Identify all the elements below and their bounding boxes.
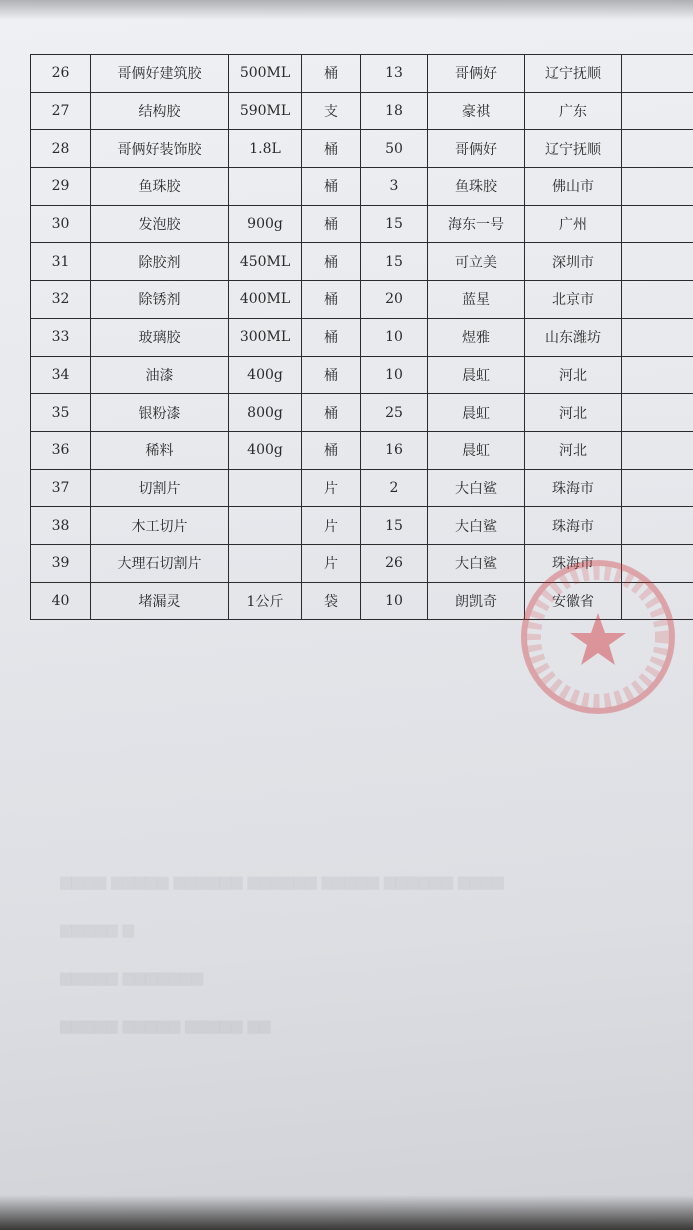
- item-origin: 北京市: [525, 281, 622, 319]
- item-brand: 晨虹: [428, 394, 525, 432]
- item-unit: 桶: [302, 55, 361, 93]
- item-name: 结构胶: [91, 92, 229, 130]
- item-brand: 哥俩好: [428, 55, 525, 93]
- item-brand: 大白鲨: [428, 544, 525, 582]
- table-row: [31, 431, 693, 469]
- item-origin: 山东潍坊: [525, 318, 622, 356]
- item-unit: 片: [302, 507, 361, 545]
- item-origin: 珠海市: [525, 544, 622, 582]
- row-number: 34: [31, 356, 91, 394]
- item-quantity: 3: [361, 168, 428, 206]
- extra-column-cell: [622, 318, 693, 356]
- table-row: [31, 243, 693, 281]
- item-name: 鱼珠胶: [91, 168, 229, 206]
- extra-column-cell: [622, 55, 693, 93]
- item-spec: 450ML: [229, 243, 302, 281]
- item-name: 切割片: [91, 469, 229, 507]
- item-brand: 哥俩好: [428, 130, 525, 168]
- item-unit: 桶: [302, 205, 361, 243]
- row-number: 40: [31, 582, 91, 620]
- item-name: 稀料: [91, 431, 229, 469]
- item-origin: 辽宁抚顺: [525, 130, 622, 168]
- table-row: [31, 130, 693, 168]
- show-through-line: ▆▆▆▆▆ ▆: [60, 920, 134, 938]
- item-brand: 蓝星: [428, 281, 525, 319]
- table-body: [31, 55, 693, 620]
- item-unit: 桶: [302, 356, 361, 394]
- extra-column-cell: [622, 168, 693, 206]
- item-spec: 400g: [229, 431, 302, 469]
- table-row: [31, 55, 693, 93]
- item-unit: 片: [302, 469, 361, 507]
- item-origin: 广州: [525, 205, 622, 243]
- item-quantity: 2: [361, 469, 428, 507]
- item-brand: 大白鲨: [428, 469, 525, 507]
- show-through-line: ▆▆▆▆▆ ▆▆▆▆▆▆▆: [60, 968, 204, 986]
- table-row: [31, 205, 693, 243]
- extra-column-cell: [622, 469, 693, 507]
- red-seal-stamp: [512, 555, 690, 725]
- item-brand: 豪祺: [428, 92, 525, 130]
- item-unit: 桶: [302, 243, 361, 281]
- item-spec: [229, 544, 302, 582]
- item-spec: [229, 507, 302, 545]
- item-spec: 400g: [229, 356, 302, 394]
- item-origin: 安徽省: [525, 582, 622, 620]
- item-quantity: 18: [361, 92, 428, 130]
- item-origin: 河北: [525, 431, 622, 469]
- item-origin: 河北: [525, 356, 622, 394]
- extra-column-cell: [622, 431, 693, 469]
- row-number: 26: [31, 55, 91, 93]
- item-origin: 深圳市: [525, 243, 622, 281]
- item-origin: 珠海市: [525, 469, 622, 507]
- row-number: 37: [31, 469, 91, 507]
- row-number: 36: [31, 431, 91, 469]
- item-name: 玻璃胶: [91, 318, 229, 356]
- item-origin: 广东: [525, 92, 622, 130]
- item-origin: 佛山市: [525, 168, 622, 206]
- extra-column-cell: [622, 92, 693, 130]
- row-number: 33: [31, 318, 91, 356]
- material-table: [30, 54, 693, 620]
- item-brand: 晨虹: [428, 431, 525, 469]
- item-brand: 鱼珠胶: [428, 168, 525, 206]
- row-number: 38: [31, 507, 91, 545]
- item-unit: 桶: [302, 431, 361, 469]
- table-row: [31, 356, 693, 394]
- item-brand: 海东一号: [428, 205, 525, 243]
- item-spec: 1公斤: [229, 582, 302, 620]
- table-row: [31, 168, 693, 206]
- item-unit: 片: [302, 544, 361, 582]
- item-origin: 河北: [525, 394, 622, 432]
- item-name: 哥俩好建筑胶: [91, 55, 229, 93]
- item-quantity: 25: [361, 394, 428, 432]
- row-number: 39: [31, 544, 91, 582]
- item-quantity: 15: [361, 205, 428, 243]
- show-through-line: ▆▆▆▆▆ ▆▆▆▆▆ ▆▆▆▆▆ ▆▆: [60, 1016, 271, 1034]
- item-unit: 桶: [302, 168, 361, 206]
- row-number: 35: [31, 394, 91, 432]
- item-quantity: 20: [361, 281, 428, 319]
- item-spec: 1.8L: [229, 130, 302, 168]
- item-spec: 800g: [229, 394, 302, 432]
- item-brand: 晨虹: [428, 356, 525, 394]
- table-row: [31, 92, 693, 130]
- seal-star-icon: [570, 613, 626, 665]
- extra-column-cell: [622, 394, 693, 432]
- item-name: 除锈剂: [91, 281, 229, 319]
- item-spec: 400ML: [229, 281, 302, 319]
- item-unit: 支: [302, 92, 361, 130]
- extra-column-cell: [622, 507, 693, 545]
- item-quantity: 13: [361, 55, 428, 93]
- item-origin: 辽宁抚顺: [525, 55, 622, 93]
- table-row: [31, 281, 693, 319]
- item-quantity: 15: [361, 243, 428, 281]
- item-name: 哥俩好装饰胶: [91, 130, 229, 168]
- item-quantity: 26: [361, 544, 428, 582]
- extra-column-cell: [622, 130, 693, 168]
- item-name: 除胶剂: [91, 243, 229, 281]
- item-spec: 500ML: [229, 55, 302, 93]
- item-unit: 桶: [302, 281, 361, 319]
- item-name: 油漆: [91, 356, 229, 394]
- row-number: 28: [31, 130, 91, 168]
- extra-column-cell: [622, 243, 693, 281]
- item-quantity: 10: [361, 582, 428, 620]
- extra-column-cell: [622, 205, 693, 243]
- item-spec: [229, 469, 302, 507]
- row-number: 30: [31, 205, 91, 243]
- table-row: [31, 318, 693, 356]
- item-name: 大理石切割片: [91, 544, 229, 582]
- item-unit: 桶: [302, 130, 361, 168]
- item-brand: 可立美: [428, 243, 525, 281]
- item-spec: 300ML: [229, 318, 302, 356]
- item-quantity: 10: [361, 356, 428, 394]
- top-shadow: [0, 0, 693, 20]
- item-name: 木工切片: [91, 507, 229, 545]
- extra-column-cell: [622, 356, 693, 394]
- table-row: [31, 469, 693, 507]
- item-quantity: 50: [361, 130, 428, 168]
- extra-column-cell: [622, 281, 693, 319]
- row-number: 27: [31, 92, 91, 130]
- row-number: 32: [31, 281, 91, 319]
- item-quantity: 16: [361, 431, 428, 469]
- table-row: [31, 394, 693, 432]
- item-name: 发泡胶: [91, 205, 229, 243]
- item-unit: 袋: [302, 582, 361, 620]
- item-origin: 珠海市: [525, 507, 622, 545]
- item-brand: 煜雅: [428, 318, 525, 356]
- item-unit: 桶: [302, 318, 361, 356]
- show-through-line: ▆▆▆▆ ▆▆▆▆▆ ▆▆▆▆▆▆ ▆▆▆▆▆▆ ▆▆▆▆▆ ▆▆▆▆▆▆ ▆▆▆▆: [60, 872, 504, 890]
- item-brand: 大白鲨: [428, 507, 525, 545]
- item-spec: 900g: [229, 205, 302, 243]
- item-unit: 桶: [302, 394, 361, 432]
- item-name: 银粉漆: [91, 394, 229, 432]
- item-quantity: 15: [361, 507, 428, 545]
- row-number: 31: [31, 243, 91, 281]
- table-row: [31, 507, 693, 545]
- item-name: 堵漏灵: [91, 582, 229, 620]
- desk-background: [0, 1195, 693, 1230]
- item-quantity: 10: [361, 318, 428, 356]
- item-spec: 590ML: [229, 92, 302, 130]
- item-spec: [229, 168, 302, 206]
- item-brand: 朗凯奇: [428, 582, 525, 620]
- row-number: 29: [31, 168, 91, 206]
